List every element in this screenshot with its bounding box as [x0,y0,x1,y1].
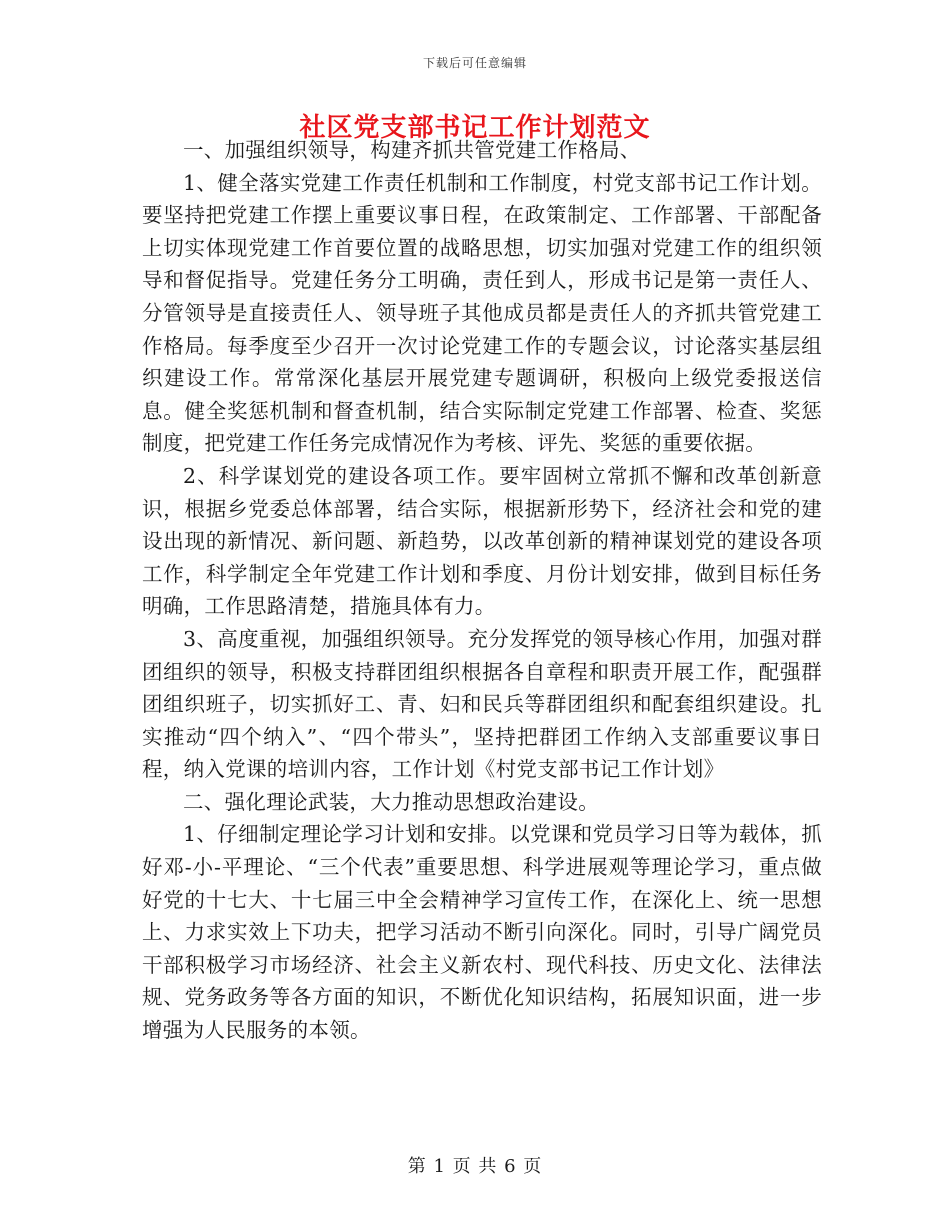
paragraph-2-1: 1、仔细制定理论学习计划和安排。以党课和党员学习日等为载体，抓好邓-小-平理论、“三个代表”重要思想、科学进展观等理论学习，重点做好党的十七大、十七届三中全会精神学习宣传工作，在深化上、统一思想上、力求实效上下功夫，把学习活动不断引向深化。同时，引导广阔党员干部积极学习市场经济、社会主义新农村、现代科技、历史文化、法律法规、党务政务等各方面的知识，不断优化知识结构，拓展知识面，进一步增强为人民服务的本领。 [142,822,822,1043]
page-number: 第 1 页 共 6 页 [407,1156,543,1177]
section-heading-1: 一、加强组织领导，构建齐抓共管党建工作格局、 [183,138,641,162]
paragraph-1-3: 3、高度重视，加强组织领导。充分发挥党的领导核心作用，加强对群团组织的领导，积极支持群团组织根据各自章程和职责开展工作，配强群团组织班子，切实抓好工、青、妇和民兵等群团组织和配套组织建设。扎实推动“四个纳入”、“四个带头”，坚持把群团工作纳入支部重要议事日程，纳入党课的培训内容，工作计划《村党支部书记工作计划》 [142,626,822,782]
document-title: 社区党支部书记工作计划范文 [299,113,651,143]
paragraph-1-1: 1、健全落实党建工作责任机制和工作制度，村党支部书记工作计划。要坚持把党建工作摆上重要议事日程，在政策制定、工作部署、干部配备上切实体现党建工作首要位置的战略思想，切实加强对党建工作的组织领导和督促指导。党建任务分工明确，责任到人，形成书记是第一责任人、分管领导是直接责任人、领导班子其他成员都是责任人的齐抓共管党建工作格局。每季度至少召开一次讨论党建工作的专题会议，讨论落实基层组织建设工作。常常深化基层开展党建专题调研，积极向上级党委报送信息。健全奖惩机制和督查机制，结合实际制定党建工作部署、检查、奖惩制度，把党建工作任务完成情况作为考核、评先、奖惩的重要依据。 [142,170,822,456]
section-heading-2: 二、强化理论武装，大力推动思想政治建设。 [183,789,599,814]
header-note: 下载后可任意编辑 [422,56,527,70]
paragraph-1-2: 2、科学谋划党的建设各项工作。要牢固树立常抓不懈和改革创新意识，根据乡党委总体部署，结合实际，根据新形势下，经济社会和党的建设出现的新情况、新问题、新趋势，以改革创新的精神谋划党的建设各项工作，科学制定全年党建工作计划和季度、月份计划安排，做到目标任务明确，工作思路清楚，措施具体有力。 [142,463,822,619]
document-body [142,134,822,1047]
